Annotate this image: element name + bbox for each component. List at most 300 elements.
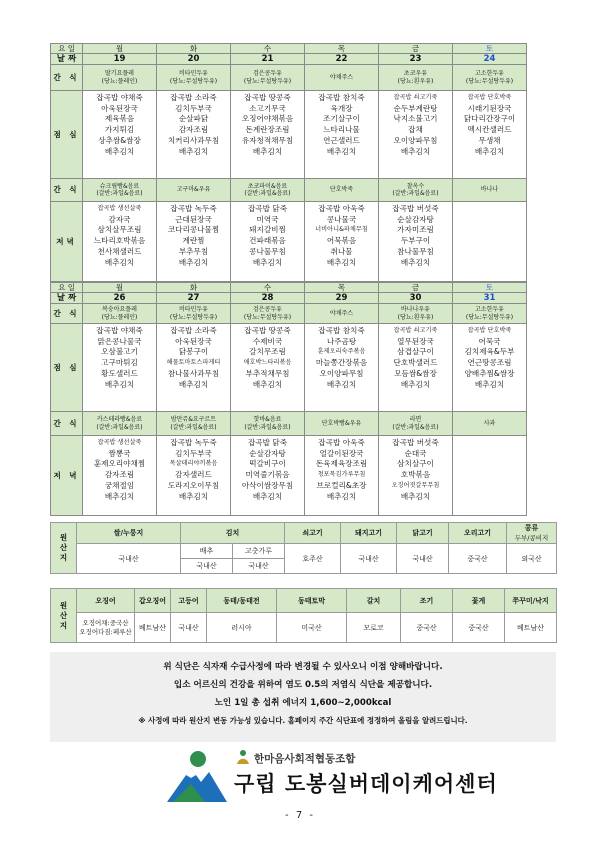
menu-line: 잡곡밥 소라죽: [170, 93, 217, 102]
menu-line: 잡곡밥 야채죽: [96, 93, 143, 102]
dinner-cell: [231, 436, 305, 516]
origin2-value-row: [51, 613, 557, 643]
weekday-thu: 목: [305, 44, 379, 54]
menu-line: (갈반:과일&음료): [96, 423, 143, 431]
origin-item: 갈치: [347, 589, 401, 613]
menu-line: 사과: [483, 419, 496, 427]
dinner-cell-empty: [453, 436, 527, 516]
menu-line: 느타리호박볶음: [93, 236, 146, 246]
menu-line: 잡곡밥 버섯죽: [392, 204, 439, 213]
menu-line: 나주곰탕: [326, 336, 357, 346]
menu-line: 미역국: [256, 214, 279, 224]
menu-line: (당뇨:무설탕두유): [169, 77, 218, 85]
menu-line: 가자미조림: [397, 225, 434, 235]
menu-line: 오징어젓갈무무침: [391, 481, 440, 489]
lunch-cell: [231, 324, 305, 412]
origin-item: 동태/동태전: [207, 589, 277, 613]
menu-line: 잡곡밥 쇠고기죽: [393, 94, 438, 101]
origin-item: 오징어: [77, 589, 135, 613]
origin-item: 갑오징어: [135, 589, 171, 613]
lunch-cell: [379, 324, 453, 412]
menu-line: 배추김치: [178, 257, 209, 267]
weekday-fri: 금: [379, 283, 453, 293]
menu-line: 어묵국: [478, 336, 501, 346]
weekday-mon: 월: [83, 44, 157, 54]
menu-line: 브로컬리&초장: [316, 480, 367, 490]
menu-line: 수제비국: [252, 336, 283, 346]
menu-line: (당뇨:흰우유): [397, 77, 434, 85]
menu-line: 떡갈비구이: [249, 459, 286, 469]
menu-line: 잡곡밥 버섯죽: [392, 438, 439, 447]
menu-line: 해물토마토스파게티: [166, 359, 221, 367]
origin-value: 러시아: [207, 613, 277, 643]
lunch-cell: [231, 91, 305, 179]
org-big-title: 구립 도봉실버데이케어센터: [234, 772, 498, 796]
menu-line: 잡곡밥 녹두죽: [170, 438, 217, 447]
notice-line: ※ 사정에 따라 원산지 변동 가능성 있습니다. 홈페이지 주간 식단표에 정정하여 올림을 알려드립니다.: [138, 716, 468, 725]
date: 29: [305, 293, 379, 304]
notice-box: [50, 652, 556, 742]
origin-value: 국내산: [397, 544, 449, 574]
origin-item: 돼지고기: [341, 523, 397, 544]
menu-line: (당뇨:무설탕두유): [243, 313, 292, 321]
menu-line: 배추김치: [400, 257, 431, 267]
menu-line: 계란찜: [182, 236, 205, 246]
menu-line: (당뇨:무설탕두유): [169, 313, 218, 321]
menu-line: 오이양파무침: [393, 135, 438, 145]
menu-line: 콩나물무침: [249, 246, 286, 256]
menu-line: (당뇨:흰우유): [397, 313, 434, 321]
snack-label: 간 식: [51, 412, 83, 436]
menu-line: 검은콩두유: [253, 306, 282, 313]
dinner-row: [51, 436, 527, 516]
menu-line: 잡곡밥 참치죽: [318, 326, 365, 335]
day-label: 요 일: [51, 283, 83, 293]
menu-line: 바나나: [480, 186, 499, 194]
date: 22: [305, 54, 379, 65]
menu-line: 배추김치: [400, 491, 431, 501]
menu-line: 닭다리간장구이: [463, 114, 516, 124]
menu-line: 열무된장국: [397, 336, 434, 346]
origin-kimchi-sub: 고춧가루: [233, 544, 285, 559]
menu-line: 배추김치: [178, 379, 209, 389]
snack-cell: [231, 412, 305, 436]
date: 23: [379, 54, 453, 65]
lunch-cell: [453, 91, 527, 179]
menu-line: 상추쌈&쌈장: [98, 135, 141, 145]
dinner-cell-empty: [453, 202, 527, 282]
menu-line: 잡곡밥 땅콩죽: [244, 93, 291, 102]
menu-line: 돼지갈비찜: [249, 225, 286, 235]
dinner-cell: [305, 202, 379, 282]
menu-line: 배추김치: [104, 379, 135, 389]
menu-line: 잡곡밥 생선살죽: [97, 439, 142, 446]
menu-line: 감자샐러드: [175, 470, 212, 480]
menu-line: 가지튀김: [104, 125, 135, 135]
menu-line: 황도샐러드: [101, 368, 138, 378]
menu-line: 미역줄기볶음: [245, 470, 290, 480]
menu-line: 딸기요플레: [105, 70, 134, 77]
menu-line: 잡곡밥 쇠고기죽: [393, 327, 438, 334]
menu-line: 배추김치: [252, 257, 283, 267]
snack-cell: [83, 304, 157, 324]
menu-line: 훈제오리숙주볶음: [317, 348, 366, 356]
snack-cell: [83, 179, 157, 202]
origin-label-text: 원 산 지: [59, 533, 68, 562]
origin-item: 닭고기: [397, 523, 449, 544]
menu-line: 근대된장국: [175, 214, 212, 224]
menu-line: 잡곡밥 닭죽: [247, 204, 288, 213]
snack-cell: [453, 304, 527, 324]
weekday-sat: 토: [453, 283, 527, 293]
am-snack-row: [51, 65, 527, 91]
snack-label: 간 식: [51, 304, 83, 324]
snack-cell: [231, 179, 305, 202]
menu-line: 오이양파무침: [319, 368, 364, 378]
menu-line: 갈치무조림: [249, 347, 286, 357]
menu-line: (당뇨:무설탕두유): [243, 77, 292, 85]
menu-line: 취나물: [330, 246, 353, 256]
dinner-cell: [231, 202, 305, 282]
menu-table-week-2: [50, 282, 527, 516]
date: 19: [83, 54, 157, 65]
origin-value: 미국산: [277, 613, 347, 643]
menu-line: (당뇨:무설탕두유): [465, 313, 514, 321]
snack-cell: [305, 179, 379, 202]
menu-line: 잡곡밥 닭죽: [247, 438, 288, 447]
menu-line: 순살감자탕: [397, 214, 434, 224]
menu-line: 돈육제육장조림: [315, 459, 368, 469]
menu-line: 참나물사과무침: [167, 368, 220, 378]
lunch-cell: [83, 324, 157, 412]
menu-line: 멕시칸샐러드: [467, 125, 512, 135]
menu-line: 김치제육&두부: [464, 347, 515, 357]
menu-line: 유자청적채무침: [241, 135, 294, 145]
snack-cell: [83, 65, 157, 91]
origin-item: 쭈꾸미/낙지: [505, 589, 557, 613]
menu-line: 호박볶음: [400, 470, 431, 480]
menu-line: 아욱된장국: [175, 336, 212, 346]
dinner-cell: [305, 436, 379, 516]
lunch-cell: [305, 91, 379, 179]
menu-line: 감자조림: [104, 470, 135, 480]
menu-line: 양배추찜&쌈장: [464, 368, 515, 378]
origin-value: 국내산: [181, 559, 233, 574]
origin-item: 동태토막: [277, 589, 347, 613]
dinner-row: [51, 202, 527, 282]
date: 28: [231, 293, 305, 304]
menu-line: 초코파이&음료: [247, 182, 288, 190]
lunch-cell: [305, 324, 379, 412]
menu-line: 배추김치: [326, 146, 357, 156]
origin-item: 꽃게: [453, 589, 505, 613]
pm-snack-row: [51, 179, 527, 202]
dinner-cell: [379, 202, 453, 282]
snack-cell: [379, 65, 453, 91]
date-row: [51, 293, 527, 304]
org-small-title: 한마음사회적협동조합: [254, 753, 356, 765]
menu-line: 두부구이: [400, 236, 431, 246]
menu-line: 너비아니&파채무침: [315, 226, 368, 234]
origin-value: 중국산: [449, 544, 507, 574]
origin-value: 국내산: [341, 544, 397, 574]
menu-line: 시래기된장국: [467, 103, 512, 113]
weekday-tue: 화: [157, 283, 231, 293]
menu-line: 배추김치: [326, 379, 357, 389]
snack-cell: [157, 412, 231, 436]
date: 20: [157, 54, 231, 65]
menu-line: 청포묵김가루무침: [317, 471, 366, 479]
menu-line: 야채주스: [329, 73, 354, 81]
menu-line: 잡곡밥 생선살죽: [97, 205, 142, 212]
menu-line: 배추김치: [252, 146, 283, 156]
menu-line: 카스테라빵&음료: [96, 416, 143, 423]
date-label: 날 짜: [51, 293, 83, 304]
lunch-cell: [157, 324, 231, 412]
lunch-label: 점 심: [51, 324, 83, 412]
snack-cell: [453, 179, 527, 202]
lunch-cell: [379, 91, 453, 179]
lunch-row: [51, 324, 527, 412]
menu-line: 닭봉구이: [178, 347, 209, 357]
menu-line: 배추김치: [252, 379, 283, 389]
snack-cell: [305, 412, 379, 436]
origin-label: [51, 523, 77, 574]
menu-line: 소고기무국: [249, 103, 286, 113]
menu-line: 비타민두유: [179, 306, 208, 313]
snack-label: 간 식: [51, 179, 83, 202]
menu-line: 아욱된장국: [101, 103, 138, 113]
dinner-cell: [83, 202, 157, 282]
menu-line: 잡채: [408, 125, 423, 135]
menu-line: 검은콩두유: [253, 70, 282, 77]
menu-line: 맑은콩나물국: [97, 336, 142, 346]
menu-line: 잡곡밥 녹두죽: [170, 204, 217, 213]
menu-line: 라면: [409, 416, 422, 423]
origin-squid-value: 오징어채:중국산: [82, 618, 129, 627]
menu-line: 부추무침: [178, 246, 209, 256]
snack-cell: [453, 65, 527, 91]
menu-line: (당뇨:플레인): [101, 77, 138, 85]
menu-line: 고구마&우유: [176, 186, 211, 194]
origin-item: 김치: [181, 523, 285, 544]
menu-line: 연근샐러드: [323, 135, 360, 145]
menu-line: 바나나우유: [401, 306, 430, 313]
menu-line: 모듬쌈&쌈장: [394, 368, 437, 378]
snack-label: 간 식: [51, 65, 83, 91]
date: 27: [157, 293, 231, 304]
dinner-label: 저 녁: [51, 436, 83, 516]
origin-label-text: 원 산 지: [59, 600, 68, 630]
origin2-header-row: [51, 589, 557, 613]
menu-line: 비타민두유: [179, 70, 208, 77]
menu-line: (당뇨:무설탕두유): [465, 77, 514, 85]
menu-line: 핫바&음료: [253, 416, 282, 423]
origin-item: 쌀/누룽지: [77, 523, 181, 544]
menu-line: 배추김치: [104, 491, 135, 501]
menu-line: 배추김치: [104, 257, 135, 267]
leaf-icon: [236, 749, 250, 765]
menu-line: 잡곡밥 야채죽: [96, 326, 143, 335]
menu-line: 훈제오리야채찜: [93, 459, 146, 469]
menu-line: 찰옥수: [406, 182, 425, 190]
date: 26: [83, 293, 157, 304]
menu-line: 잡곡밥 아욱죽: [318, 204, 365, 213]
menu-line: 배추김치: [326, 491, 357, 501]
snack-cell: [305, 65, 379, 91]
lunch-cell: [157, 91, 231, 179]
dinner-cell: [83, 436, 157, 516]
menu-line: 순대국: [404, 448, 427, 458]
menu-line: 순살파닭: [178, 114, 209, 124]
menu-line: 고구마튀김: [101, 358, 138, 368]
lunch-cell: [83, 91, 157, 179]
snack-cell: [379, 179, 453, 202]
origin-value: 중국산: [453, 613, 505, 643]
origin-item: 오리고기: [449, 523, 507, 544]
snack-cell: [157, 179, 231, 202]
lunch-cell: [453, 324, 527, 412]
snack-cell: [231, 304, 305, 324]
menu-line: 순두부계란탕: [393, 103, 438, 113]
menu-line: 김치두부국: [175, 103, 212, 113]
origin-header-row: [51, 523, 557, 544]
date-label: 날 짜: [51, 54, 83, 65]
menu-line: 배추김치: [400, 146, 431, 156]
menu-line: 목살데리야끼볶음: [169, 460, 218, 468]
menu-line: 짬뽕국: [108, 448, 131, 458]
menu-line: 돈계란장조림: [245, 125, 290, 135]
day-label: 요 일: [51, 44, 83, 54]
origin-value: 베트남산: [135, 613, 171, 643]
origin-value: 중국산: [401, 613, 453, 643]
date-saturday: 24: [453, 54, 527, 65]
menu-line: (갈반:과일&음료): [244, 190, 291, 197]
menu-line: 얼갈이된장국: [319, 448, 364, 458]
menu-line: 오징어야채볶음: [241, 114, 294, 124]
menu-line: (갈반:과일&음료): [244, 423, 291, 431]
menu-line: 단호박빵&우유: [321, 419, 362, 427]
menu-line: 배추김치: [474, 379, 505, 389]
snack-cell: [453, 412, 527, 436]
origin-item: 조기: [401, 589, 453, 613]
menu-line: 감자조림: [178, 125, 209, 135]
menu-line: 궁채절임: [104, 480, 135, 490]
menu-line: 순살감자탕: [249, 448, 286, 458]
snack-cell: [379, 304, 453, 324]
snack-cell: [157, 65, 231, 91]
menu-line: 참나물무침: [397, 246, 434, 256]
menu-line: (갈반:과일&음료): [392, 190, 439, 197]
menu-line: 천사채샐러드: [97, 246, 142, 256]
menu-line: 잡곡밥 단호박죽: [467, 327, 512, 334]
origin-item-beans: [507, 523, 557, 544]
dinner-label: 저녁: [51, 202, 83, 282]
origin-table-1: [50, 522, 557, 574]
menu-line: 단호박샐러드: [393, 358, 438, 368]
menu-line: 육개장: [330, 103, 353, 113]
weekday-fri: 금: [379, 44, 453, 54]
menu-line: (갈반:과일&음료): [96, 190, 143, 197]
menu-line: 오삼불고기: [101, 347, 138, 357]
menu-line: 치커리사과무침: [167, 135, 220, 145]
menu-line: 부추적채무침: [245, 368, 290, 378]
menu-table-week-1: [50, 43, 527, 282]
date: 21: [231, 54, 305, 65]
lunch-label: 점 심: [51, 91, 83, 179]
organization-logo-icon: [165, 748, 229, 804]
menu-line: 배추김치: [252, 491, 283, 501]
menu-line: 느타리나물: [323, 125, 360, 135]
origin-value: 국내산: [171, 613, 207, 643]
menu-line: 고소한두유: [475, 70, 504, 77]
pm-snack-row: [51, 412, 527, 436]
menu-line: 삼치살무조림: [97, 225, 142, 235]
weekday-thu: 목: [305, 283, 379, 293]
notice-line: 노인 1일 총 섭취 에너지 1,600~2,000kcal: [214, 698, 392, 708]
menu-line: 제육볶음: [104, 114, 135, 124]
menu-line: 고소한두유: [475, 306, 504, 313]
snack-cell: [231, 65, 305, 91]
date-row: [51, 54, 527, 65]
menu-line: 조기살구이: [323, 114, 360, 124]
menu-line: 배추김치: [474, 146, 505, 156]
origin-value: 외국산: [507, 544, 557, 574]
origin-item: 쇠고기: [285, 523, 341, 544]
menu-line: 배추김치: [104, 146, 135, 156]
menu-line: 김치두부국: [175, 448, 212, 458]
snack-cell: [379, 412, 453, 436]
menu-line: (갈반:과일&음료): [392, 423, 439, 431]
origin-value: 모로코: [347, 613, 401, 643]
menu-line: 코다리콩나물찜: [167, 225, 220, 235]
weekday-wed: 수: [231, 44, 305, 54]
menu-line: 초코우유: [403, 70, 428, 77]
menu-line: 잡곡밥 아욱죽: [318, 438, 365, 447]
menu-line: 콩나물국: [326, 214, 357, 224]
menu-line: (당뇨:플레인): [101, 313, 138, 321]
notice-line: 입소 어르신의 건강을 위하여 염도 0.5의 저염식 식단을 제공합니다.: [173, 680, 433, 690]
menu-line: 삼겹살구이: [397, 347, 434, 357]
menu-line: 연근땅콩조림: [467, 358, 512, 368]
am-snack-row: [51, 304, 527, 324]
weekday-row: [51, 44, 527, 54]
origin-beans-sub: 두부/콩비지: [514, 534, 549, 542]
origin-kimchi-sub: 배추: [181, 544, 233, 559]
menu-line: 야채주스: [329, 309, 354, 317]
menu-line: 무생채: [478, 135, 501, 145]
weekday-wed: 수: [231, 283, 305, 293]
menu-line: 밤만쥬&요구르트: [170, 416, 217, 423]
origin-kimchi-sub-row: [51, 544, 557, 559]
weekday-mon: 월: [83, 283, 157, 293]
origin-value: 호주산: [285, 544, 341, 574]
origin-value: 국내산: [233, 559, 285, 574]
dinner-cell: [157, 436, 231, 516]
menu-line: 낙지소불고기: [393, 114, 438, 124]
menu-line: 배추김치: [178, 146, 209, 156]
menu-line: 잡곡밥 땅콩죽: [244, 326, 291, 335]
date: 30: [379, 293, 453, 304]
menu-line: (갈반:과일&음료): [170, 423, 217, 431]
dinner-cell: [157, 202, 231, 282]
snack-cell: [83, 412, 157, 436]
menu-line: 배추김치: [178, 491, 209, 501]
menu-line: 잡곡밥 단호박죽: [467, 94, 512, 101]
notice-line: 위 식단은 식자재 수급사정에 따라 변경될 수 있사오니 이점 양해바랍니다.: [163, 662, 443, 672]
origin-squid-value: 오징어다짐:페루산: [79, 627, 132, 636]
menu-line: 건파래볶음: [249, 236, 286, 246]
